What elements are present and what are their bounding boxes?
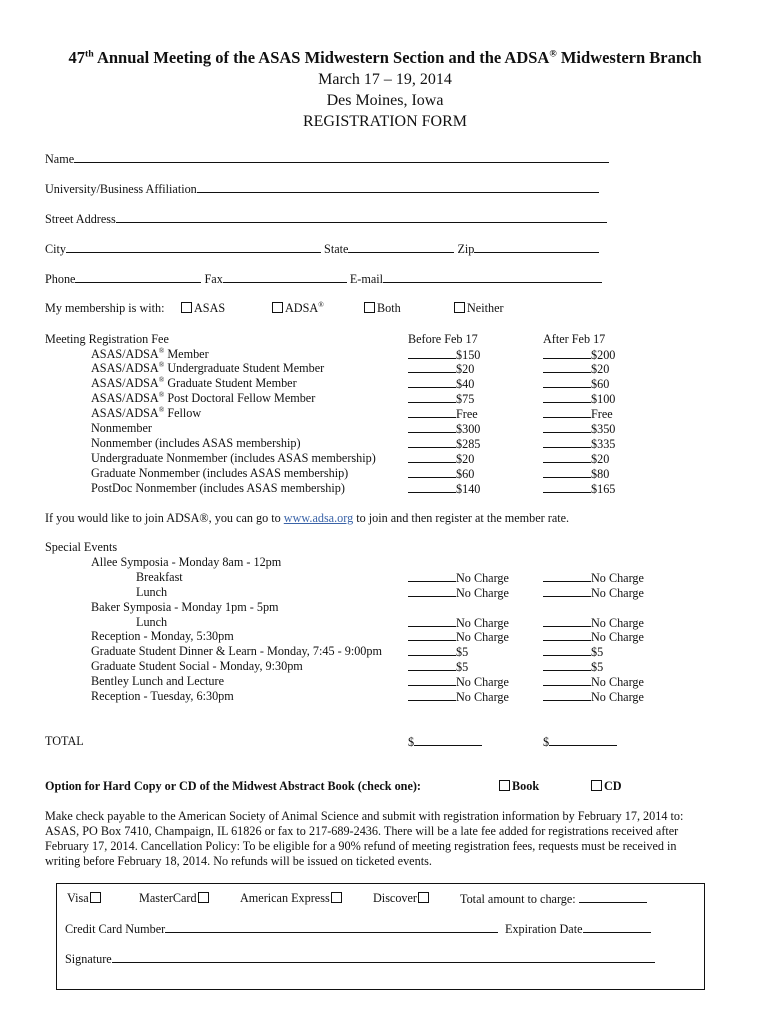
checkbox[interactable] bbox=[331, 892, 342, 903]
membership-option-both[interactable]: Both bbox=[364, 301, 401, 315]
fee-before-cell[interactable]: Free bbox=[408, 406, 478, 421]
card-number-row: Credit Card Number bbox=[65, 921, 498, 936]
checkbox[interactable] bbox=[454, 302, 465, 313]
fee-row-label: ASAS/ADSA® Graduate Student Member bbox=[91, 374, 297, 390]
event-lunch-allee: Lunch bbox=[136, 585, 168, 599]
checkbox[interactable] bbox=[181, 302, 192, 313]
event-breakfast: Breakfast bbox=[136, 570, 183, 584]
fee-after-cell[interactable]: $335 bbox=[543, 436, 615, 451]
membership-option-asas[interactable]: ASAS bbox=[181, 301, 225, 315]
card-discover[interactable]: Discover bbox=[373, 891, 431, 905]
event-fee-after-cell[interactable]: No Charge bbox=[543, 570, 644, 585]
fee-before-cell[interactable]: $75 bbox=[408, 391, 474, 406]
city-row: City State Zip bbox=[45, 241, 599, 256]
abstract-option-cd[interactable]: CD bbox=[591, 779, 622, 793]
total-after[interactable]: $ bbox=[543, 734, 617, 749]
event-fee-before-cell[interactable]: No Charge bbox=[408, 674, 509, 689]
meeting-dates: March 17 – 19, 2014 bbox=[318, 71, 452, 88]
card-amex[interactable]: American Express bbox=[240, 891, 344, 905]
checkbox[interactable] bbox=[364, 302, 375, 313]
checkbox[interactable] bbox=[418, 892, 429, 903]
card-visa[interactable]: Visa bbox=[67, 891, 103, 905]
event-reception-monday: Reception - Monday, 5:30pm bbox=[91, 629, 234, 643]
state-input[interactable] bbox=[348, 241, 454, 253]
card-total: Total amount to charge: bbox=[460, 891, 647, 906]
event-fee-after-cell[interactable]: No Charge bbox=[543, 615, 644, 630]
fee-after-cell[interactable]: $80 bbox=[543, 466, 609, 481]
affiliation-input[interactable] bbox=[197, 181, 599, 193]
meeting-location: Des Moines, Iowa bbox=[326, 92, 444, 109]
payment-text-line: writing before February 18, 2014. No refunds will be issued on ticketed events. bbox=[45, 854, 432, 868]
event-bentley: Bentley Lunch and Lecture bbox=[91, 674, 224, 688]
fee-before-cell[interactable]: $140 bbox=[408, 481, 480, 496]
signature-row: Signature bbox=[65, 951, 655, 966]
affiliation-row: University/Business Affiliation bbox=[45, 181, 599, 196]
fees-heading: Meeting Registration Fee bbox=[45, 332, 169, 346]
zip-input[interactable] bbox=[474, 241, 599, 253]
adsa-link[interactable]: www.adsa.org bbox=[283, 511, 354, 525]
name-input[interactable] bbox=[74, 151, 609, 163]
fee-row-label: ASAS/ADSA® Member bbox=[91, 345, 209, 361]
event-fee-before-cell[interactable]: No Charge bbox=[408, 689, 509, 704]
fee-before-cell[interactable]: $150 bbox=[408, 347, 480, 362]
fee-row-label: PostDoc Nonmember (includes ASAS membership) bbox=[91, 481, 345, 495]
event-social: Graduate Student Social - Monday, 9:30pm bbox=[91, 659, 303, 673]
fee-after-cell[interactable]: $60 bbox=[543, 376, 609, 391]
event-fee-after-cell[interactable]: No Charge bbox=[543, 629, 644, 644]
event-fee-after-cell[interactable]: No Charge bbox=[543, 585, 644, 600]
col-after-heading: After Feb 17 bbox=[543, 332, 606, 346]
street-input[interactable] bbox=[116, 211, 607, 223]
fee-before-cell[interactable]: $40 bbox=[408, 376, 474, 391]
phone-input[interactable] bbox=[75, 271, 201, 283]
event-dinner: Graduate Student Dinner & Learn - Monday, 7:45 - 9:00pm bbox=[91, 644, 382, 658]
events-heading: Special Events bbox=[45, 540, 118, 554]
checkbox[interactable] bbox=[198, 892, 209, 903]
fee-row-label: ASAS/ADSA® Undergraduate Student Member bbox=[91, 359, 325, 375]
fee-after-cell[interactable]: $200 bbox=[543, 347, 615, 362]
name-row: Name bbox=[45, 151, 609, 166]
checkbox[interactable] bbox=[272, 302, 283, 313]
card-exp-input[interactable] bbox=[583, 921, 651, 933]
card-number-input[interactable] bbox=[165, 921, 498, 933]
payment-text-line: ASAS, PO Box 7410, Champaign, IL 61826 or fax to 217-689-2436. There will be a late fee added for registrations received after bbox=[45, 824, 679, 838]
fee-row-label: Nonmember bbox=[91, 421, 152, 435]
payment-text-line: February 17, 2014. Cancellation Policy: To be eligible for a 90% refund of meeting registration fees, requests must be received in bbox=[45, 839, 677, 853]
event-fee-after-cell[interactable]: $5 bbox=[543, 659, 603, 674]
event-fee-before-cell[interactable]: $5 bbox=[408, 644, 468, 659]
abstract-option-label: Option for Hard Copy or CD of the Midwest Abstract Book (check one): bbox=[45, 779, 421, 793]
fee-before-cell[interactable]: $20 bbox=[408, 451, 474, 466]
fee-after-cell[interactable]: Free bbox=[543, 406, 613, 421]
col-before-heading: Before Feb 17 bbox=[408, 332, 478, 346]
event-fee-after-cell[interactable]: $5 bbox=[543, 644, 603, 659]
form-title: REGISTRATION FORM bbox=[302, 113, 467, 130]
event-fee-after-cell[interactable]: No Charge bbox=[543, 674, 644, 689]
event-fee-before-cell[interactable]: No Charge bbox=[408, 585, 509, 600]
event-fee-before-cell[interactable]: No Charge bbox=[408, 629, 509, 644]
fee-after-cell[interactable]: $100 bbox=[543, 391, 615, 406]
email-input[interactable] bbox=[383, 271, 602, 283]
fee-row-label: ASAS/ADSA® Post Doctoral Fellow Member bbox=[91, 389, 316, 405]
fee-row-label: Nonmember (includes ASAS membership) bbox=[91, 436, 301, 450]
event-baker: Baker Symposia - Monday 1pm - 5pm bbox=[91, 600, 279, 614]
fee-row-label: Graduate Nonmember (includes ASAS membership) bbox=[91, 466, 349, 480]
adsa-note: If you would like to join ADSA®, you can go to www.adsa.org to join and then register at the member rate. bbox=[45, 511, 570, 525]
card-exp-row: Expiration Date bbox=[505, 921, 651, 936]
phone-row: Phone Fax E-mail bbox=[45, 271, 602, 286]
membership-label: My membership is with: bbox=[45, 301, 165, 315]
page-title: 47th Annual Meeting of the ASAS Midwestern Section and the ADSA® Midwestern Branch bbox=[68, 48, 702, 67]
fee-after-cell[interactable]: $350 bbox=[543, 421, 615, 436]
event-allee: Allee Symposia - Monday 8am - 12pm bbox=[91, 555, 282, 569]
total-label: TOTAL bbox=[45, 734, 84, 748]
checkbox[interactable] bbox=[90, 892, 101, 903]
event-fee-after-cell[interactable]: No Charge bbox=[543, 689, 644, 704]
membership-option-adsa[interactable]: ADSA® bbox=[272, 301, 324, 315]
fee-before-cell[interactable]: $300 bbox=[408, 421, 480, 436]
signature-input[interactable] bbox=[112, 951, 655, 963]
fee-after-cell[interactable]: $20 bbox=[543, 361, 609, 376]
city-input[interactable] bbox=[66, 241, 321, 253]
fee-row-label: Undergraduate Nonmember (includes ASAS membership) bbox=[91, 451, 376, 465]
fee-before-cell[interactable]: $20 bbox=[408, 361, 474, 376]
fax-input[interactable] bbox=[223, 271, 347, 283]
fee-row-label: ASAS/ADSA® Fellow bbox=[91, 404, 202, 420]
membership-option-neither[interactable]: Neither bbox=[454, 301, 504, 315]
abstract-option-book[interactable]: Book bbox=[499, 779, 539, 793]
event-reception-tuesday: Reception - Tuesday, 6:30pm bbox=[91, 689, 234, 703]
card-mastercard[interactable]: MasterCard bbox=[139, 891, 211, 905]
total-before[interactable]: $ bbox=[408, 734, 482, 749]
event-fee-before-cell[interactable]: No Charge bbox=[408, 615, 509, 630]
event-lunch-baker: Lunch bbox=[136, 615, 168, 629]
checkbox[interactable] bbox=[591, 780, 602, 791]
fee-before-cell[interactable]: $60 bbox=[408, 466, 474, 481]
fee-before-cell[interactable]: $285 bbox=[408, 436, 480, 451]
checkbox[interactable] bbox=[499, 780, 510, 791]
event-fee-before-cell[interactable]: No Charge bbox=[408, 570, 509, 585]
fee-after-cell[interactable]: $165 bbox=[543, 481, 615, 496]
payment-text-line: Make check payable to the American Society of Animal Science and submit with registration information by February 17, 2014 to: bbox=[45, 809, 684, 823]
fee-after-cell[interactable]: $20 bbox=[543, 451, 609, 466]
card-total-input[interactable] bbox=[579, 891, 647, 903]
street-row: Street Address bbox=[45, 211, 607, 226]
event-fee-before-cell[interactable]: $5 bbox=[408, 659, 468, 674]
